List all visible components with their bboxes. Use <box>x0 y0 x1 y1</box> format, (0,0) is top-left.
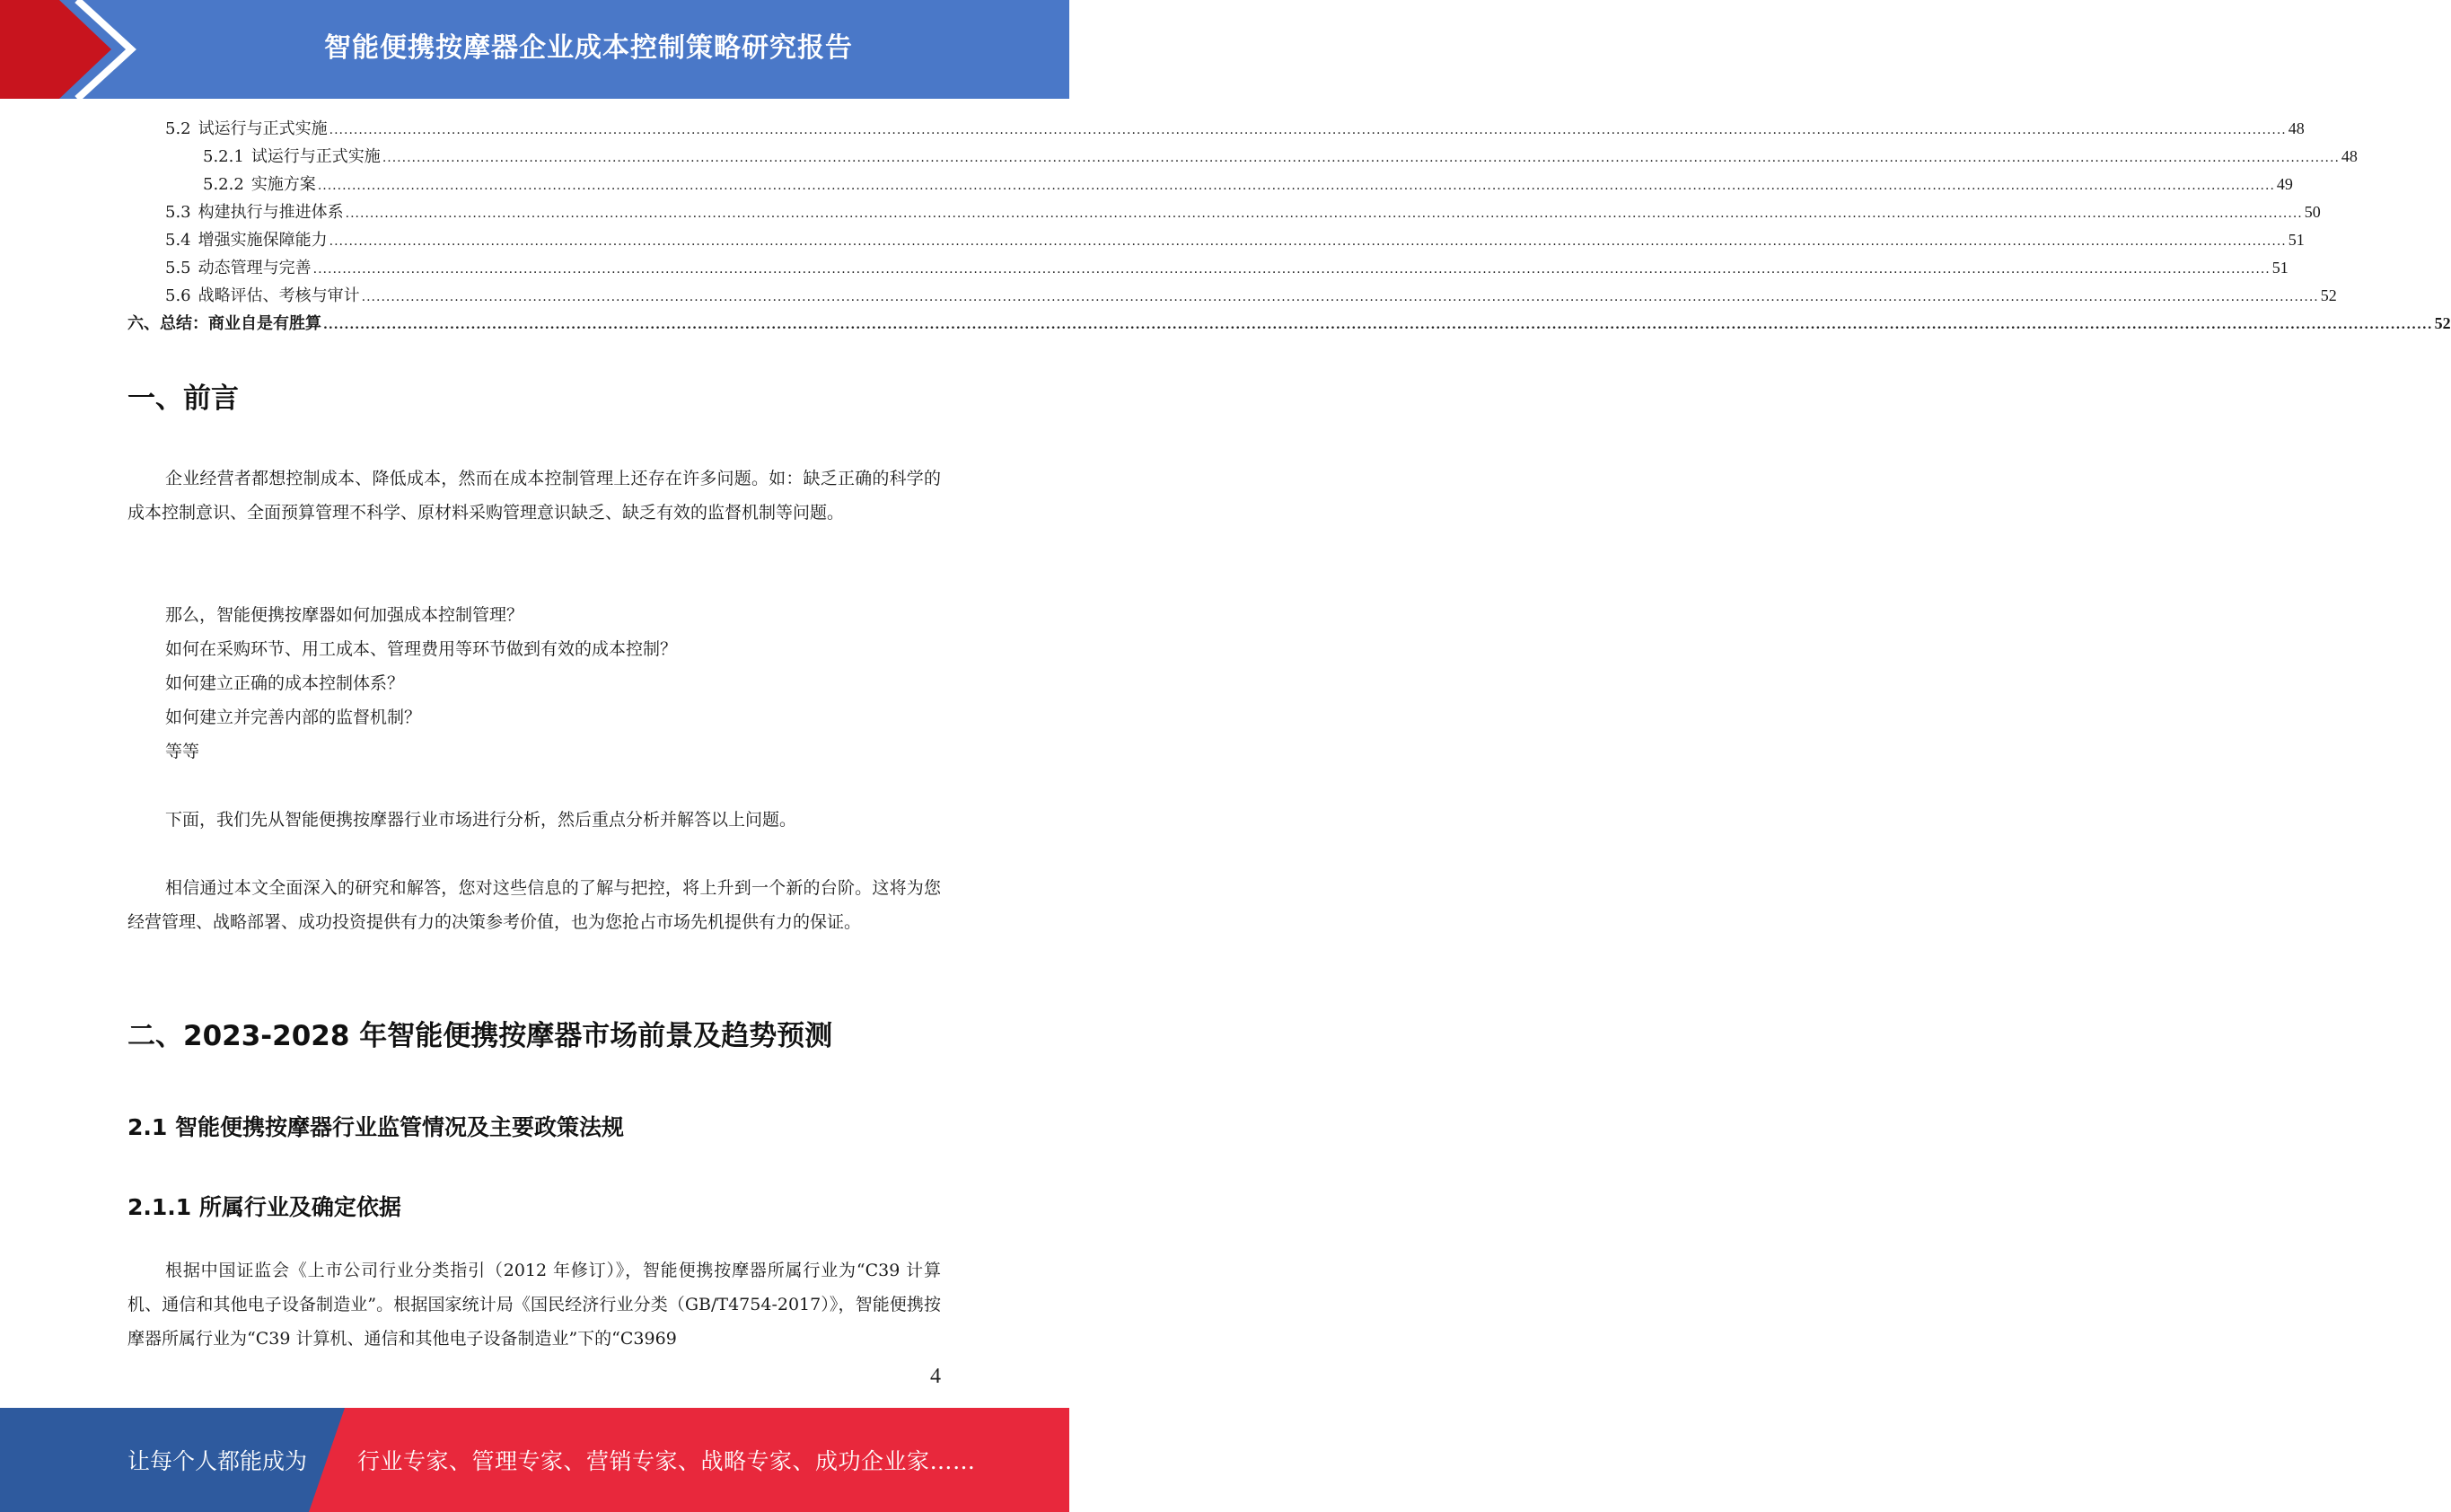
toc-leader-dots: ................................................................................................................................................................................................................................................................................................................................................................................................................ <box>329 123 2287 137</box>
toc-leader-dots: ................................................................................................................................................................................................................................................................................................................................................................................................................ <box>312 262 2271 277</box>
footer-slogan-right: 行业专家、管理专家、营销专家、战略专家、成功企业家…… <box>357 1448 976 1474</box>
toc-entry-label: 战略评估、考核与审计 <box>198 286 360 305</box>
toc-entry-page: 52 <box>2434 314 2451 332</box>
toc-leader-dots: ................................................................................................................................................................................................................................................................................................................................................................................................................ <box>361 290 2319 304</box>
toc-entry-page: 48 <box>2341 147 2358 165</box>
toc-entry-page: 49 <box>2276 175 2293 193</box>
table-of-contents <box>127 115 2451 338</box>
toc-leader-dots: ................................................................................................................................................................................................................................................................................................................................................................................................................ <box>323 318 2433 332</box>
toc-leader-dots: ................................................................................................................................................................................................................................................................................................................................................................................................................ <box>345 207 2303 221</box>
toc-entry[interactable] <box>127 143 2358 171</box>
header-arrow-decoration <box>0 0 135 99</box>
subsection-heading-regulation: 2.1 智能便携按摩器行业监管情况及主要政策法规 <box>127 1114 624 1140</box>
footer-slogan-left: 让每个人都能成为 <box>127 1448 308 1474</box>
toc-entry-page: 51 <box>2288 231 2305 249</box>
paragraph-industry-basis: 根据中国证监会《上市公司行业分类指引（2012 年修订）》，智能便携按摩器所属行业为“C39 计算机、通信和其他电子设备制造业”。根据国家统计局《国民经济行业分类（GB/T4754-2017）》，智能便携按摩器所属行业为“C39 计算机、通信和其他电子设备制造业”下的“C3969 <box>127 1261 941 1349</box>
paragraph-conclusion: 相信通过本文全面深入的研究和解答，您对这些信息的了解与把控，将上升到一个新的台阶。这将为您经营管理、战略部署、成功投资提供有力的决策参考价值，也为您抢占市场先机提供有力的保证。 <box>127 878 941 932</box>
toc-entry-number: 5.4 <box>165 231 191 250</box>
question-item: 等等 <box>165 742 200 761</box>
question-item: 那么，智能便携按摩器如何加强成本控制管理？ <box>165 605 524 625</box>
toc-entry-page: 48 <box>2288 119 2305 137</box>
toc-entry-number: 5.2 <box>165 119 191 138</box>
toc-entry-label: 增强实施保障能力 <box>198 231 328 250</box>
toc-entry[interactable] <box>127 198 2321 226</box>
report-header <box>0 0 1069 99</box>
toc-entry-page: 50 <box>2304 203 2321 221</box>
toc-entry-number: 5.6 <box>165 286 191 305</box>
page-number: 4 <box>930 1365 941 1388</box>
toc-entry-number: 5.2.2 <box>203 175 244 194</box>
toc-entry-number: 5.3 <box>165 203 191 222</box>
report-footer <box>0 1408 1069 1512</box>
question-item: 如何建立并完善内部的监督机制？ <box>165 708 422 727</box>
toc-entry-label: 构建执行与推进体系 <box>198 203 344 222</box>
toc-entry-number: 5.2.1 <box>203 147 244 166</box>
section-heading-preface: 一、前言 <box>127 382 239 415</box>
report-title: 智能便携按摩器企业成本控制策略研究报告 <box>324 32 853 64</box>
toc-entry[interactable] <box>127 282 2337 310</box>
toc-entry[interactable] <box>127 115 2305 143</box>
paragraph-analysis: 下面，我们先从智能便携按摩器行业市场进行分析，然后重点分析并解答以上问题。 <box>165 810 797 830</box>
question-list <box>165 598 937 769</box>
subsection-heading-industry: 2.1.1 所属行业及确定依据 <box>127 1194 401 1220</box>
toc-entry-page: 51 <box>2271 259 2288 277</box>
toc-entry[interactable] <box>127 171 2293 198</box>
toc-entry-label: 实施方案 <box>250 175 316 194</box>
toc-entry[interactable] <box>127 310 2451 338</box>
question-item: 如何在采购环节、用工成本、管理费用等环节做到有效的成本控制？ <box>165 639 678 659</box>
toc-leader-dots: ................................................................................................................................................................................................................................................................................................................................................................................................................ <box>329 234 2287 249</box>
toc-entry[interactable] <box>127 226 2305 254</box>
toc-entry-label: 动态管理与完善 <box>198 259 312 277</box>
toc-entry-page: 52 <box>2320 286 2337 304</box>
toc-entry-number: 六、 <box>127 314 160 333</box>
toc-entry[interactable] <box>127 254 2288 282</box>
toc-entry-label: 总结：商业自是有胜算 <box>160 314 321 333</box>
paragraph-intro: 企业经营者都想控制成本、降低成本，然而在成本控制管理上还存在许多问题。如：缺乏正确的科学的成本控制意识、全面预算管理不科学、原材料采购管理意识缺乏、缺乏有效的监督机制等问题。 <box>127 469 941 523</box>
toc-leader-dots: ................................................................................................................................................................................................................................................................................................................................................................................................................ <box>382 151 2340 165</box>
toc-entry-label: 试运行与正式实施 <box>250 147 381 166</box>
toc-leader-dots: ................................................................................................................................................................................................................................................................................................................................................................................................................ <box>317 179 2275 193</box>
question-item: 如何建立正确的成本控制体系？ <box>165 673 405 693</box>
toc-entry-number: 5.5 <box>165 259 191 277</box>
section-heading-market: 二、2023-2028 年智能便携按摩器市场前景及趋势预测 <box>127 1020 833 1052</box>
toc-entry-label: 试运行与正式实施 <box>198 119 328 138</box>
